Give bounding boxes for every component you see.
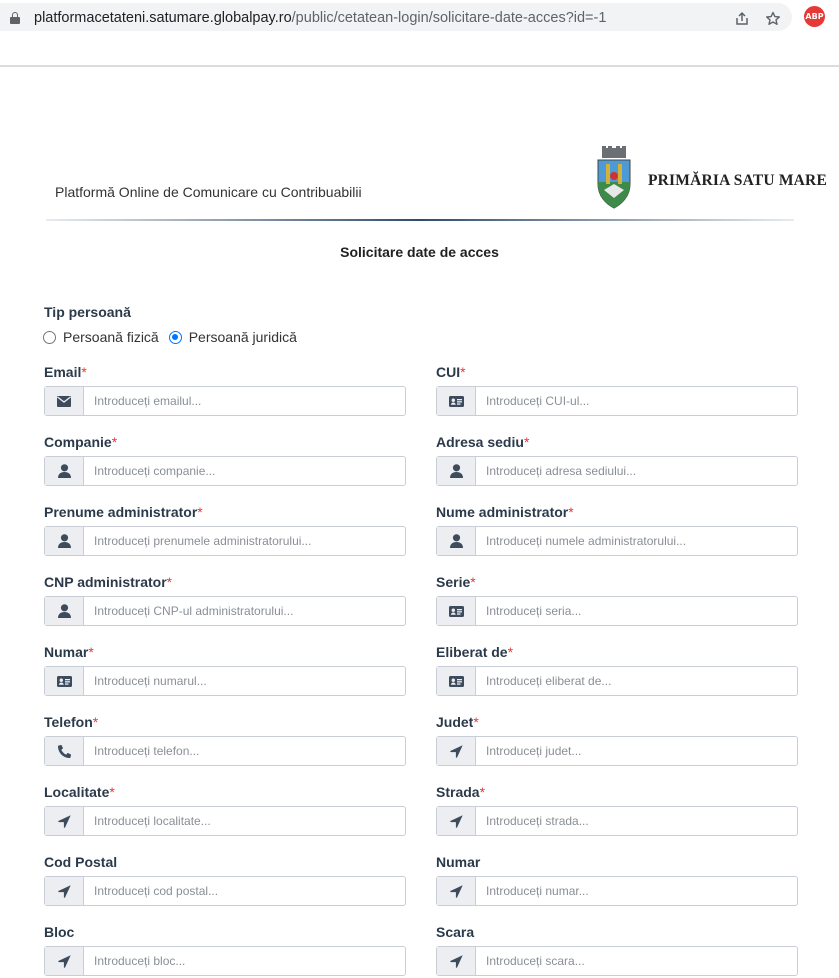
id-card-icon xyxy=(437,597,476,625)
url-path: /public/cetatean-login/solicitare-date-acces?id=-1 xyxy=(291,10,607,26)
field-label-text: Nume administrator xyxy=(436,504,569,520)
browser-toolbar xyxy=(0,0,839,34)
share-icon[interactable] xyxy=(733,11,751,29)
companie-input[interactable] xyxy=(84,457,405,485)
id-card-icon xyxy=(437,667,476,695)
field-label-text: Email xyxy=(44,364,82,380)
input-group-prenume-administrator xyxy=(44,526,406,556)
input-group-numar-address xyxy=(436,876,798,906)
field-label-strada xyxy=(436,784,798,804)
required-asterisk: * xyxy=(479,784,486,800)
field-label-judet xyxy=(436,714,798,734)
required-asterisk: * xyxy=(109,784,115,800)
field-label-telefon xyxy=(44,714,406,734)
field-label-text: Cod Postal xyxy=(44,854,118,870)
input-group-cod-postal xyxy=(44,876,406,906)
location-arrow-icon xyxy=(45,877,84,905)
localitate-input[interactable] xyxy=(84,807,405,835)
serie-input[interactable] xyxy=(476,597,797,625)
input-group-cui xyxy=(436,386,798,416)
envelope-icon xyxy=(45,387,84,415)
input-group-email xyxy=(44,386,406,416)
toolbar-divider xyxy=(0,65,839,67)
telefon-input[interactable] xyxy=(84,737,405,765)
field-label-text: Prenume administrator xyxy=(44,504,198,520)
required-asterisk: * xyxy=(197,504,203,520)
url-host: platformacetateni.satumare.globalpay.ro xyxy=(34,10,292,26)
address-bar[interactable] xyxy=(0,3,792,31)
user-icon xyxy=(437,457,476,485)
field-label-numar-address xyxy=(436,854,798,874)
numar-input[interactable] xyxy=(84,667,405,695)
adblock-plus-icon[interactable] xyxy=(804,6,825,27)
field-label-text: Companie xyxy=(44,434,112,450)
field-label-text: Numar xyxy=(436,854,481,870)
city-crest-logo xyxy=(594,146,634,210)
field-label-text: Adresa sediu xyxy=(436,434,524,450)
adresa-sediu-input[interactable] xyxy=(476,457,797,485)
scara-input[interactable] xyxy=(476,947,797,975)
form-title: Solicitare date de acces xyxy=(340,244,499,260)
field-label-eliberat-de xyxy=(436,644,798,664)
required-asterisk: * xyxy=(523,434,530,450)
user-icon xyxy=(45,597,84,625)
person-type-radio-group xyxy=(43,329,307,345)
field-label-serie xyxy=(436,574,798,594)
user-icon xyxy=(437,527,476,555)
field-label-numar xyxy=(44,644,406,664)
bookmark-star-icon[interactable] xyxy=(764,11,782,29)
field-serie xyxy=(436,574,798,594)
field-bloc xyxy=(44,924,406,944)
field-nume-administrator xyxy=(436,504,798,524)
field-adresa-sediu xyxy=(436,434,798,454)
user-icon xyxy=(45,527,84,555)
field-eliberat-de xyxy=(436,644,798,664)
field-companie xyxy=(44,434,406,454)
location-arrow-icon xyxy=(437,877,476,905)
lock-icon[interactable] xyxy=(10,12,20,24)
field-telefon xyxy=(44,714,406,734)
required-asterisk: * xyxy=(568,504,574,520)
field-label-scara xyxy=(436,924,798,944)
field-strada xyxy=(436,784,798,804)
required-asterisk: * xyxy=(81,364,87,380)
field-email xyxy=(44,364,406,384)
field-label-email xyxy=(44,364,406,384)
input-group-bloc xyxy=(44,946,406,976)
input-group-localitate xyxy=(44,806,406,836)
field-cnp-administrator xyxy=(44,574,406,594)
radio-label-persoana-juridica[interactable]: Persoană juridică xyxy=(188,329,297,345)
field-label-prenume-administrator xyxy=(44,504,406,524)
required-asterisk: * xyxy=(166,574,173,590)
field-label-cnp-administrator xyxy=(44,574,406,594)
input-group-telefon xyxy=(44,736,406,766)
field-cod-postal xyxy=(44,854,406,874)
location-arrow-icon xyxy=(437,947,476,975)
location-arrow-icon xyxy=(45,807,84,835)
adblock-label: ABP xyxy=(805,12,824,21)
field-label-text: Localitate xyxy=(44,784,110,800)
input-group-eliberat-de xyxy=(436,666,798,696)
required-asterisk: * xyxy=(507,644,514,660)
input-group-cnp-administrator xyxy=(44,596,406,626)
phone-icon xyxy=(45,737,84,765)
field-localitate xyxy=(44,784,406,804)
required-asterisk: * xyxy=(88,644,94,660)
id-card-icon xyxy=(437,387,476,415)
radio-label-persoana-fizica[interactable]: Persoană fizică xyxy=(63,329,159,345)
email-input[interactable] xyxy=(84,387,405,415)
field-label-nume-administrator xyxy=(436,504,798,524)
required-asterisk: * xyxy=(460,364,466,380)
field-label-cod-postal xyxy=(44,854,406,874)
required-asterisk: * xyxy=(111,434,118,450)
id-card-icon xyxy=(45,667,84,695)
input-group-numar xyxy=(44,666,406,696)
location-arrow-icon xyxy=(45,947,84,975)
field-label-localitate xyxy=(44,784,406,804)
strada-input[interactable] xyxy=(476,807,797,835)
field-label-text: Strada xyxy=(436,784,480,800)
input-group-strada xyxy=(436,806,798,836)
cui-input[interactable] xyxy=(476,387,797,415)
field-label-text: Judet xyxy=(436,714,474,730)
location-arrow-icon xyxy=(437,807,476,835)
input-group-scara xyxy=(436,946,798,976)
required-asterisk: * xyxy=(92,714,99,730)
field-prenume-administrator xyxy=(44,504,406,524)
field-label-text: Eliberat de xyxy=(436,644,508,660)
field-label-adresa-sediu xyxy=(436,434,798,454)
required-asterisk: * xyxy=(470,574,476,590)
nume-administrator-input[interactable] xyxy=(476,527,797,555)
input-group-nume-administrator xyxy=(436,526,798,556)
field-label-text: Bloc xyxy=(44,924,75,940)
radio-persoana-juridica[interactable] xyxy=(169,331,182,344)
radio-persoana-fizica[interactable] xyxy=(43,331,56,344)
platform-title: Platformă Online de Comunicare cu Contribuabilii xyxy=(55,184,362,200)
url-text[interactable] xyxy=(34,10,606,26)
user-icon xyxy=(45,457,84,485)
field-label-bloc xyxy=(44,924,406,944)
prenume-administrator-input[interactable] xyxy=(84,527,405,555)
field-label-text: Scara xyxy=(436,924,475,940)
required-asterisk: * xyxy=(473,714,479,730)
input-group-judet xyxy=(436,736,798,766)
cnp-administrator-input[interactable] xyxy=(84,597,405,625)
field-label-text: Telefon xyxy=(44,714,93,730)
field-label-text: CNP administrator xyxy=(44,574,167,590)
field-label-text: Numar xyxy=(44,644,89,660)
cod-postal-input[interactable] xyxy=(84,877,405,905)
field-label-text: CUI xyxy=(436,364,461,380)
eliberat-de-input[interactable] xyxy=(476,667,797,695)
person-type-label: Tip persoană xyxy=(44,304,131,320)
numar-address-input[interactable] xyxy=(476,877,797,905)
field-label-companie xyxy=(44,434,406,454)
field-numar-address xyxy=(436,854,798,874)
input-group-adresa-sediu xyxy=(436,456,798,486)
input-group-serie xyxy=(436,596,798,626)
location-arrow-icon xyxy=(437,737,476,765)
header-divider xyxy=(46,219,794,221)
field-label-cui xyxy=(436,364,798,384)
field-scara xyxy=(436,924,798,944)
bloc-input[interactable] xyxy=(84,947,405,975)
judet-input[interactable] xyxy=(476,737,797,765)
city-hall-name: PRIMĂRIA SATU MARE xyxy=(648,172,827,189)
input-group-companie xyxy=(44,456,406,486)
field-numar xyxy=(44,644,406,664)
field-judet xyxy=(436,714,798,734)
field-cui xyxy=(436,364,798,384)
field-label-text: Serie xyxy=(436,574,471,590)
